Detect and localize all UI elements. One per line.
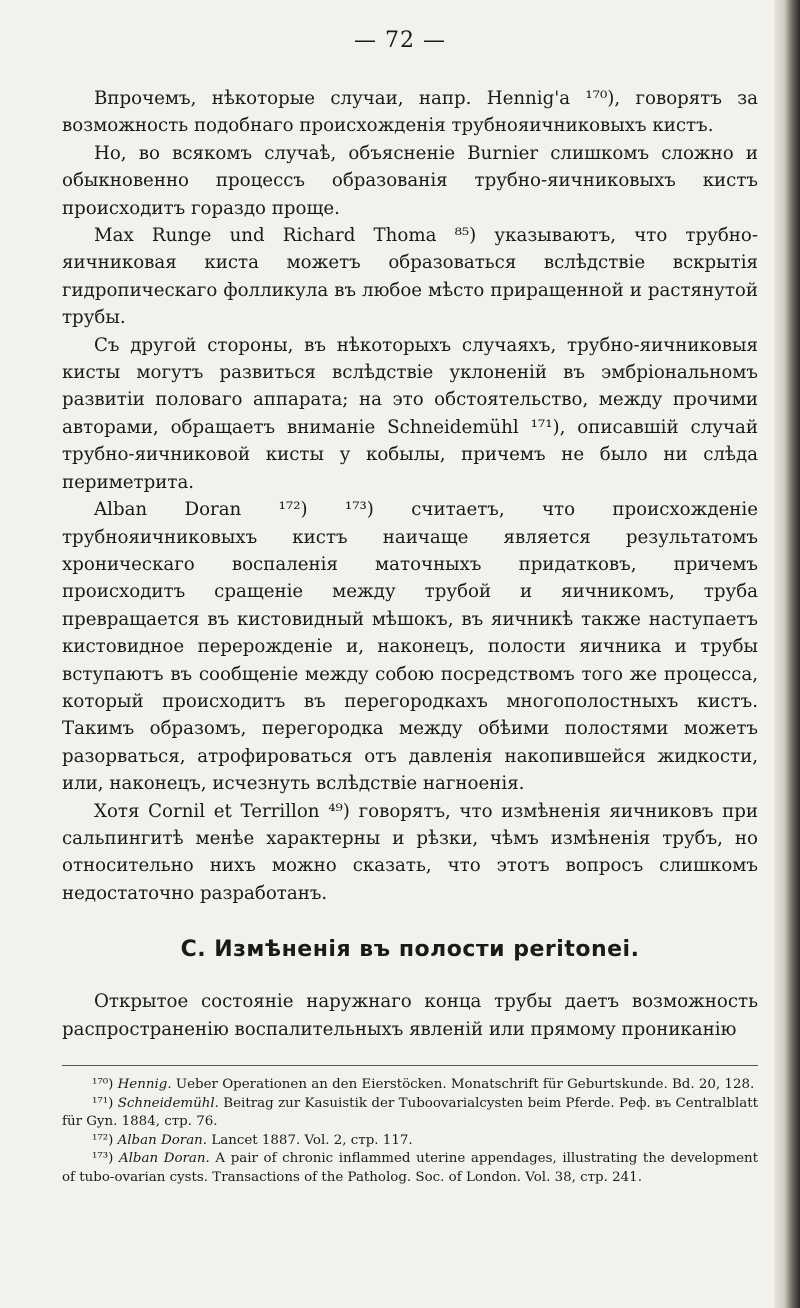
footnote-173 (62, 1150, 758, 1187)
page-number: — 72 — (354, 28, 446, 53)
footnote-mark: ¹⁷³) (92, 1151, 114, 1167)
footnote-author: Alban Doran. (118, 1151, 210, 1167)
footnote-text: Lancet 1887. Vol. 2, стр. 117. (211, 1132, 413, 1148)
paragraph-1: Впрочемъ, нѣкоторые случаи, напр. Hennig'а ¹⁷⁰), говорятъ за возможность подобнаго происхожденія трубнояичниковыхъ кистъ. (62, 88, 758, 137)
footnote-author: Alban Doran. (117, 1132, 208, 1148)
footnote-text: Ueber Operationen an den Eierstöcken. Monatschrift für Geburtskunde. Bd. 20, 128. (175, 1077, 755, 1092)
section-heading: C. Измѣненія въ полости peritonei. (180, 937, 640, 963)
footnote-mark: ¹⁷²) (92, 1132, 114, 1148)
page-edge-shadow (774, 0, 800, 1308)
footnote-mark: ¹⁷⁰) (92, 1077, 114, 1092)
footnote-170 (62, 1076, 758, 1095)
footnote-author: Hennig. (117, 1077, 172, 1092)
paragraph-4: Съ другой стороны, въ нѣкоторыхъ случаяхъ, трубно-яичниковыя кисты могутъ развиться вслѣдствіе уклоненій въ эмбріональномъ развитіи половаго аппарата; на это обстоятельство, между прочими авторами, обращаетъ вниманіе Schneidemühl ¹⁷¹), описавшій случай трубно-яичниковой кисты у кобылы, причемъ не было ни слѣда периметрита. (62, 334, 758, 493)
paragraph-2: Но, во всякомъ случаѣ, объясненіе Burnier слишкомъ сложно и обыкновенно процессъ образованія трубно-яичниковыхъ кистъ происходитъ гораздо проще. (62, 142, 758, 219)
section-paragraph-1: Открытое состояніе наружнаго конца трубы даетъ возможность распространенію воспалительныхъ явленій или прямому прониканію (62, 991, 758, 1040)
footnote-171 (62, 1095, 758, 1132)
footnote-author: Schneidemühl. (117, 1095, 219, 1111)
footnote-divider (62, 1065, 758, 1066)
paragraph-6: Хотя Cornil et Terrillon ⁴⁹) говорятъ, что измѣненія яичниковъ при сальпингитѣ менѣе характерны и рѣзки, чѣмъ измѣненія трубъ, но относительно нихъ можно сказать, что этотъ вопросъ слишкомъ недостаточно разработанъ. (62, 800, 758, 904)
footnote-text: Beitrag zur Kasuistik der Tuboovarialcysten beim Pferde. Реф. въ Centralblatt für Gyn. 1884, стр. 76. (62, 1095, 758, 1130)
footnote-mark: ¹⁷¹) (92, 1095, 114, 1111)
page-body (62, 85, 758, 1188)
footnote-text: A pair of chronic inflammed uterine appendages, illustrating the development of tubo-ovarian cysts. Transactions of the Patholog. Soc. of London. Vol. 38, стр. 241. (62, 1151, 759, 1185)
paragraph-5: Alban Doran ¹⁷²) ¹⁷³) считаетъ, что происхожденіе трубнояичниковыхъ кистъ наичаще является результатомъ хроническаго воспаленія маточныхъ придатковъ, причемъ происходитъ сращеніе между трубой и яичникомъ, труба превращается въ кистовидный мѣшокъ, въ яичникѣ также наступаетъ кистовидное перерожденіе и, наконецъ, полости яичника и трубы вступаютъ въ сообщеніе между собою посредствомъ того же процесса, который происходитъ въ перегородкахъ многополостныхъ кистъ. Такимъ образомъ, перегородка между обѣими полостями можетъ разорваться, атрофироваться отъ давленія накопившейся жидкости, или, наконецъ, исчезнуть вслѣдствіе нагноенія. (62, 499, 758, 795)
footnote-172 (62, 1132, 758, 1151)
paragraph-3: Max Runge und Richard Thoma ⁸⁵) указываютъ, что трубно-яичниковая киста можетъ образоваться вслѣдствіе вскрытія гидропическаго фолликула въ любое мѣсто приращенной и растянутой трубы. (62, 225, 758, 329)
